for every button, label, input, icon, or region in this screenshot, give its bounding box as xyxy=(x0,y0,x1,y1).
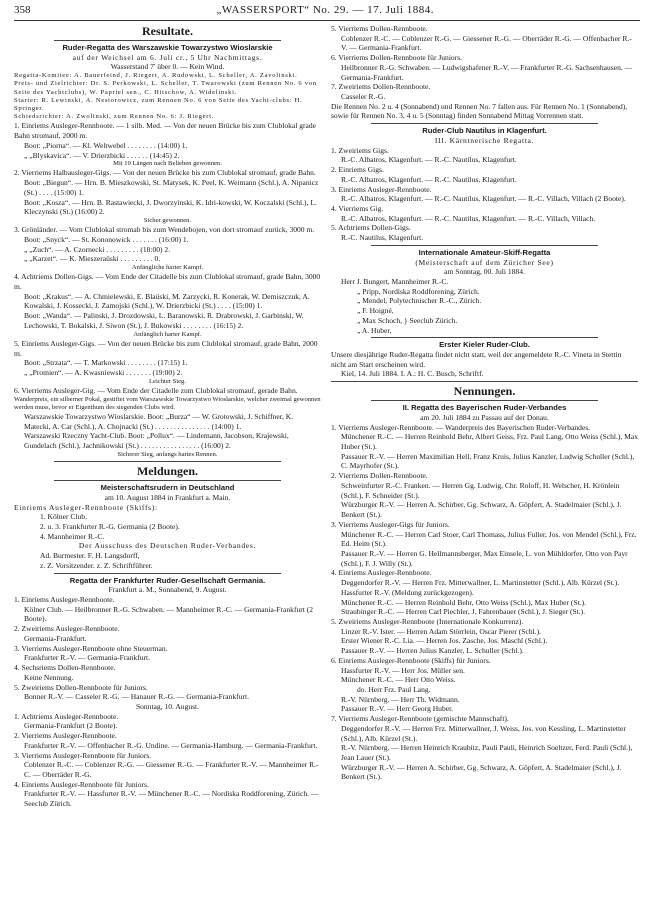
text-line: Boot: „Strzata“. — T. Markowski . . . . . . . . (17:15) 1. xyxy=(24,358,188,368)
separator-rule xyxy=(54,40,281,41)
text-line: 4. Einriems Ausleger-Rennboote für Juniors. xyxy=(14,779,149,789)
text-line: III. Kärntnerische Regatta. xyxy=(434,135,535,145)
text-line: Schiedsrichter: A. Zwolinski, zum Rennen No. 6: J. Riegert. xyxy=(14,113,215,121)
text-line: 2. Einriems Gigs. xyxy=(331,165,384,175)
text-line: Erster Wiener R.-C. Lia. — Herren Jos. Zasche, Jos. Maschl (Schl.). xyxy=(341,636,548,646)
text-line: 2. u. 3. Frankfurter R.-G. Germania (2 Boote). xyxy=(40,522,180,531)
text-line: 2. Vierriems Dollen-Rennboote. xyxy=(331,471,428,481)
text-line: 2. Vierriems Halbausleger-Gigs. — Von der neuen Brücke bis zum Clublokal stromauf, grade Bahn. xyxy=(14,168,316,178)
text-line: 3. Vierriems Ausleger-Gigs für Juniors. xyxy=(331,519,450,529)
text-line: 6. Einriems Ausleger-Rennboote (Skiffs) für Juniors. xyxy=(331,655,491,665)
text-line: 6. Vierriems Dollen-Rennboote für Juniors. xyxy=(331,53,463,63)
text-line: Frankfurter R.-V. — Germania-Frankfurt. xyxy=(24,653,151,663)
text-line: Die Rennen No. 2 u. 4 (Sonnabend) und Rennen No. 7 fallen aus. Für Rennen No. 1 (Sonnabend), sowie für Rennen No. 3, 4 u. 5 (Sonntag) finden Sonnabend Mittag Vorrennen statt. xyxy=(331,101,628,121)
text-line: Germania-Frankfurt (2 Boote). xyxy=(24,721,118,731)
text-line: Bonner R.-V. — Casseler R.-G. — Hanauer R.-G. — Germania-Frankfurt. xyxy=(24,692,249,702)
text-line: 6. Vierriems Ausleger-Gig. — Vom Ende der Citadelle zum Clublokal stromauf, gerade Bahn. xyxy=(14,385,298,395)
text-line: Warszawskie Towarzystwo Wioslarskie. Boot: „Burza“ — W. Grotowski, J. Schiffner, K. Matecki, A. Car (Schl.), A. Chojnacki (St.) . . . . . . . . . . . . . . . (14:00) 1. xyxy=(24,412,294,431)
text-line: 2. Vierriems Ausleger-Rennboote. xyxy=(14,731,117,741)
text-line: „ Pripp, Nordiska Roddforening, Zürich. xyxy=(357,286,480,296)
text-line: R.-C. Nautilus, Klagenfurt. xyxy=(341,233,424,243)
text-line: Münchener R.-C. — Herren Reinhold Behr, Otto Weiss (Schl.), Max Huber (St.). xyxy=(341,597,587,607)
text-line: 4. Vierriems Gig. xyxy=(331,203,384,213)
text-line: 3. Vierriems Ausleger-Rennboote für Juniors. xyxy=(14,750,152,760)
article-heading: Regatta der Frankfurter Ruder-Gesellschaft Germania. xyxy=(69,575,266,585)
article-heading: Erster Kieler Ruder-Club. xyxy=(439,340,530,350)
section-heading: Meldungen. xyxy=(136,464,198,479)
section-heading: Resultate. xyxy=(142,24,193,38)
article-heading: II. Regatta des Bayerischen Ruder-Verbandes xyxy=(402,403,567,413)
text-line: Kölner Club. — Heilbronner R.-G. Schwaben. — Mannheimer R.-C. — Germania-Frankfurt (2 Boote). xyxy=(24,604,314,624)
text-line: 1. Einriems Ausleger-Rennboote. xyxy=(14,595,115,605)
text-line: „ „Promien“. — A. Kwasniewski . . . . . . . (19:00) 2. xyxy=(24,368,183,377)
text-line: R.-V. Nürnberg. — Herren Heinrich Kraubitz, Pauli Pauli, Heinrich Soeltzer, Ferd. Pauli (Schl.), Jean Lauer (St.). xyxy=(341,743,633,763)
text-line: R.-V. Nürnberg. — Herr Th. Widmann. xyxy=(341,694,460,704)
text-line: Mit 10 Längen nach Belieben gewonnen. xyxy=(113,160,222,168)
text-line: Sonntag, 10. August. xyxy=(135,701,200,711)
text-line: 5. Zweiriems Dollen-Rennboote für Juniors. xyxy=(14,682,148,692)
article-heading: Ruder-Club Nautilus in Klagenfurt. xyxy=(422,126,547,136)
text-line: Frankfurter R.-V. — Hassfurter R.-V. — Münchener R.-C. — Nordiska Roddforening, Zürich. — Seeclub Zürich. xyxy=(24,789,319,809)
text-line: 5. Achtriems Dollen-Gigs. xyxy=(331,223,411,233)
text-line: Schweinfurter R.-C. Franken. — Herren Gg. Ludwig, Chr. Roloff, H. Welscher, H. Krönlein (Schl.), F. Schneider (St.). xyxy=(341,480,620,500)
separator-rule xyxy=(54,573,281,574)
columns xyxy=(14,24,640,900)
text-line: 1. Achtriems Ausleger-Rennboote. xyxy=(14,711,119,721)
text-line: Wanderpreis, ein silberner Pokal, gestiftet vom Warszawskie Towarzystwo Wioslarskie, welcher zweimal gewonnen werden muss, bevor er Eigenthum des siegenden Clubs wird. xyxy=(14,395,321,411)
text-line: Wasserstand 7' über 0. — Kein Wind. xyxy=(110,62,225,72)
text-line: 4. Achtriems Dollen-Gigs. — Vom Ende der Citadelle bis zum Clublokal stromauf, grade Bahn, 3000 m. xyxy=(14,272,321,292)
text-line: „ Max Schoch, } Seeclub Zürich. xyxy=(357,315,458,325)
text-line: Coblenzer R.-C. — Coblenzer R.-G. — Giessener R.-G. — Frankfurter R.-V. — Mannheimer R.-C. — Oberräder R.-G. xyxy=(24,760,319,779)
separator-rule xyxy=(371,245,598,246)
text-line: Coblenzer R.-C. — Coblenzer R.-G. — Giessener R.-G. — Oberräder R.-G. — Offenbacher R.-V. — Germania-Frankfurt. xyxy=(341,33,632,53)
text-line: Passauer R.-V. — Herren Julius Kanzler, L. Schuller (Schl.). xyxy=(341,646,524,656)
text-line: 5. Zweiriems Ausleger-Rennboote (Internationale Konkurrenz). xyxy=(331,616,524,626)
publication-title: „WASSERSPORT“ No. 29. — 17. Juli 1884. xyxy=(216,4,435,16)
text-line: Anfängliche harter Kampf. xyxy=(131,264,204,272)
text-line: „ Mendel, Polytechnischer R.-C., Zürich. xyxy=(357,296,482,306)
text-line: „ „Karzet“. — K. Mieszeraüski . . . . . . . . . 0. xyxy=(24,254,161,264)
text-line: 5. Einriems Ausleger-Gigs. — Von der neuen Brücke bis zum Clublokal stromauf, grade Bahn, 2000 m. xyxy=(14,338,318,358)
text-line: Kiel, 14. Juli 1884. I. A.: H. C. Busch, Schriftf. xyxy=(341,369,484,379)
text-line: Straubinger R.-C. — Herren Carl Piechler, J. Fahrenbauer (Schl.), J. Sieger (St.). xyxy=(341,607,586,617)
text-line: 4. Mannheimer R.-C. xyxy=(40,531,105,541)
text-line: Sicher gewonnen. xyxy=(143,217,192,225)
text-line: 7. Vierriems Ausleger-Rennboote (gemischte Mannschaft). xyxy=(331,714,509,724)
text-line: (Meisterschaft auf dem Züricher See) xyxy=(415,257,554,267)
text-line: am 10. August 1884 in Frankfurt a. Main. xyxy=(104,492,231,502)
article-heading: Ruder-Regatta des Warszawskie Towarzystwo Wioslarskie xyxy=(62,43,273,52)
separator-rule xyxy=(331,381,638,382)
page-number: 358 xyxy=(14,4,31,16)
text-line: Münchener R.-C. — Herren Carl Stoer, Carl Thomass, Julius Fuller, Jos. von Mendel (Schl.), Frz. Ed. Heim (St.). xyxy=(341,529,637,549)
separator-rule xyxy=(54,480,281,481)
separator-rule xyxy=(54,461,281,462)
text-line: „ A. Huber, xyxy=(357,325,392,335)
text-line: Regatta-Komitee: A. Bauerfeind, J. Riegert, A. Rudowski, L. Scheller, A. Zavolinski. xyxy=(14,72,298,80)
text-line: Leichter Sieg. xyxy=(149,377,186,385)
text-line: Passauer R.-V. — Herren G. Hellmannsberger, Max Einsele, L. von Mühldorfer, Otto von Payr (Schl.), F. J. Willy (St.). xyxy=(341,548,628,568)
text-line: auf der Weichsel am 6. Juli cr., 5 Uhr Nachmittags. xyxy=(72,52,263,62)
text-line: am 20. Juli 1884 zu Passau auf der Donau. xyxy=(420,412,549,422)
text-line: Warszawski Rzeczny Yacht-Club. Boot: „Pollux“. — Lindemann, Jacobson, Krajewski, Gundelach (Schl.), Jachnikowski (St.) . . . . . . . . . . . . . . . . (16:00) 2. xyxy=(24,431,289,451)
separator-rule xyxy=(371,400,598,401)
text-line: Passauer R.-V. — Herr Georg Huber. xyxy=(341,704,454,714)
text-line: am Sonntag, 00. Juli 1884. xyxy=(444,267,525,277)
text-line: R.-C. Albatros, Klagenfurt. — R.-C. Nautilus, Klagenfurt. xyxy=(341,174,517,184)
text-line: Boot: „Biegun“. — Hrn. B. Mieszkowski, St. Matysek, K. Peel, K. Weimann (Schl.), A. Nipanicz (St.) . . . . (15:00) 1. xyxy=(24,178,319,197)
article-heading: Meisterschaftsrudern in Deutschland xyxy=(100,483,235,493)
separator-rule xyxy=(371,123,598,124)
text-line: Frankfurter R.-V. — Offenbacher R.-G. Undine. — Germania-Hamburg. — Germania-Frankfurt. xyxy=(24,740,318,750)
text-line: Münchener R.-C. — Herr Otto Weiss. xyxy=(341,675,456,685)
text-line: R.-C. Albatros, Klagenfurt. — R.-C. Nautilus, Klagenfurt. — R.-C. Villach, Villach (2 Boote). xyxy=(341,194,626,204)
text-line: Boot: „Piorna“. — Kl. Weltwebel . . . . . . . . (14:00) 1. xyxy=(24,140,188,150)
text-line: 4. Sechsriems Dollen-Rennboote. xyxy=(14,663,116,673)
text-line: Starter: R. Lewinski, A. Nestorowicz, zum Rennen No. 6 von Seite des Yacht-clubs: H. Springer. xyxy=(14,96,303,112)
text-line: Boot: „Krakus“. — A. Chmielewski, E. Blaüski, M. Zarzycki, R. Konerak, W. Demiszczuk, A. Kowalski, J. Kossecki, J. Zamojski (Schl.), W. Drierzbicki (St.) . . . . (15:00) 1. xyxy=(24,291,310,311)
text-line: „ F. Hoigné, xyxy=(357,306,394,316)
text-line: Preis- und Zielrichter: Dr. S. Perkowski, L. Scheller, T. Twarowski (zum Rennen No. 6 von Seite des Yachtclubs), W. Papriel sen., C. Hitschow, A. Widelinski. xyxy=(14,80,317,96)
text-line: Boot: „Snyck“. — St. Kononowick . . . . . . . (16:00) 1. xyxy=(24,234,189,244)
section-heading: Nennungen. xyxy=(453,384,516,399)
text-line: Keine Nennung. xyxy=(24,672,74,682)
text-line: 3. Vierriems Ausleger-Rennboote ohne Steuerman. xyxy=(14,643,168,653)
text-line: „ „Zuch“. — A. Czornecki . . . . . . . . . (18:00) 2. xyxy=(24,244,171,254)
page-header xyxy=(14,4,640,21)
text-line: do. Herr Frz. Paul Lang. xyxy=(357,685,431,694)
text-line: Der Ausschuss des Deutschen Ruder-Verbandes. xyxy=(78,541,257,551)
text-line: 2. Zweiriems Ausleger-Rennboote. xyxy=(14,624,120,634)
text-line: 1. Kölner Club. xyxy=(40,512,87,522)
article-heading: Internationale Amateur-Skiff-Regatta xyxy=(418,247,551,257)
text-line: Hassfurter R.-V. — Herr Jos. Müller sen. xyxy=(341,665,465,675)
text-line: Hassfurter R.-V. (Meldung zurückgezogen). xyxy=(341,587,474,597)
separator-rule xyxy=(371,337,598,338)
text-line: Passauer R.-V. — Herren Maximilian Hell, Franz Kruis, Julius Kanzler, Ludwig Schuller (Schl.), C. Mayrhofer (St.). xyxy=(341,451,635,471)
text-line: Unsere diesjährige Ruder-Regatta findet nicht statt, weil der angemeldete R.-C. Vineta in Stettin nicht am Start erscheinen wird. xyxy=(331,350,622,369)
text-line: Frankfurt a. M., Sonnabend, 9. August. xyxy=(108,585,227,595)
text-line: Sicherer Sieg, anfangs hartes Rennen. xyxy=(117,450,218,458)
text-line: Einriems Ausleger-Rennboote (Skiffs): xyxy=(14,502,158,512)
text-line: 4. Einriems Ausleger-Rennboote. xyxy=(331,568,432,578)
left-column xyxy=(14,24,321,900)
text-line: Germania-Frankfurt. xyxy=(24,633,87,643)
text-line: 5. Vierriems Dollen-Rennboote. xyxy=(331,24,428,33)
text-line: Linzer R.-V. Ister. — Herren Adam Störrlein, Oscar Pierer (Schl.). xyxy=(341,626,542,636)
text-line: Deggendorfer R.-V. — Herren Frz. Mitterwallner, L. Martinstetter (Schl.), Alb. Kürzel (St.). xyxy=(341,578,620,588)
text-line: Casseler R.-G. xyxy=(341,92,386,102)
text-line: 1. Vierriems Ausleger-Rennboote. — Wanderpreis des Bayerischen Ruder-Verbandes. xyxy=(331,422,591,432)
text-line: R.-C. Albatros, Klagenfurt. — R.-C. Nautilus, Klagenfurt. xyxy=(341,155,517,165)
text-line: 3. Einriems Ausleger-Rennboote. xyxy=(331,184,432,194)
text-line: 7. Zweiriems Dollen-Rennboote. xyxy=(331,82,431,92)
text-line: 3. Grönländer. — Vom Clublokal stromab bis zum Wendebojen, von dort stromauf zurück, 3000 m. xyxy=(14,225,315,235)
text-line: „ „Blyskavica“. — V. Drierzbicki . . . . . . (14:45) 2. xyxy=(24,150,180,160)
text-line: Münchener R.-C. — Herren Reinhold Behr, Albert Geiss, Frz. Paul Lang, Otto Weiss (Schl.), Max Huber (St.). xyxy=(341,432,638,452)
text-line: Deggendorfer R.-V. — Herren Frz. Mitterwallner, J. Weiss, Jos. von Kessling, L. Martinstetter (Schl.), Alb. Kürzel (St.). xyxy=(341,723,626,743)
text-line: Würzburger R.-V. — Herren A. Schirber, Gg. Schwarz, A. Göpfert, A. Stadelmaier (Schl.), J. Benkert (St.). xyxy=(341,500,622,520)
right-column xyxy=(331,24,638,900)
text-line: R.-C. Albatros, Klagenfurt. — R.-C. Nautilus, Klagenfurt. — R.-C. Villach, Villach. xyxy=(341,213,596,223)
text-line: Ad. Burmester. F. H. Langsdorff, xyxy=(40,551,140,561)
text-line: Herr J. Bungert, Mannheimer R.-C. xyxy=(341,276,449,286)
text-line: 1. Einriems Ausleger-Rennboote. — 1 silb. Med. — Von der neuen Brücke bis zum Clublokal grade Bahn stromauf, 2000 m. xyxy=(14,121,317,141)
text-line: Heilbronner R.-G. Schwaben. — Ludwigshafener R.-V. — Frankfurter R.-G. Sachsenhausen. — Germania-Frankfurt. xyxy=(341,62,633,82)
text-line: Anfänglich harter Kampf. xyxy=(133,330,202,338)
text-line: Boot: „Wanda“. — Palinski, J. Drozdowski, L. Baranowski, R. Drabrowski, J. Garbinski, W. Lechowski, T. Bokalski, J. Siwon (St.), J. Bukowski . . . . . . . . (16:15) 2. xyxy=(24,311,304,330)
text-line: Würzburger R.-V. — Herren A. Schirber, Gg. Schwarz, A. Göpfert, A. Stadelmaier (Schl.), J. Benkert (St.). xyxy=(341,762,622,782)
text-line: z. Z. Vorsitzender. z. Z. Schriftführer. xyxy=(40,560,153,570)
text-line: Boot: „Kosza“. — Hrn. B. Rastawiecki, J. Dworzyinski, K. Idri-kowski, W. Koczalski (Schl.), L. Kleczynski (St.) (16:00) 2. xyxy=(24,197,317,217)
text-line: 1. Zweiriems Gigs. xyxy=(331,145,389,155)
